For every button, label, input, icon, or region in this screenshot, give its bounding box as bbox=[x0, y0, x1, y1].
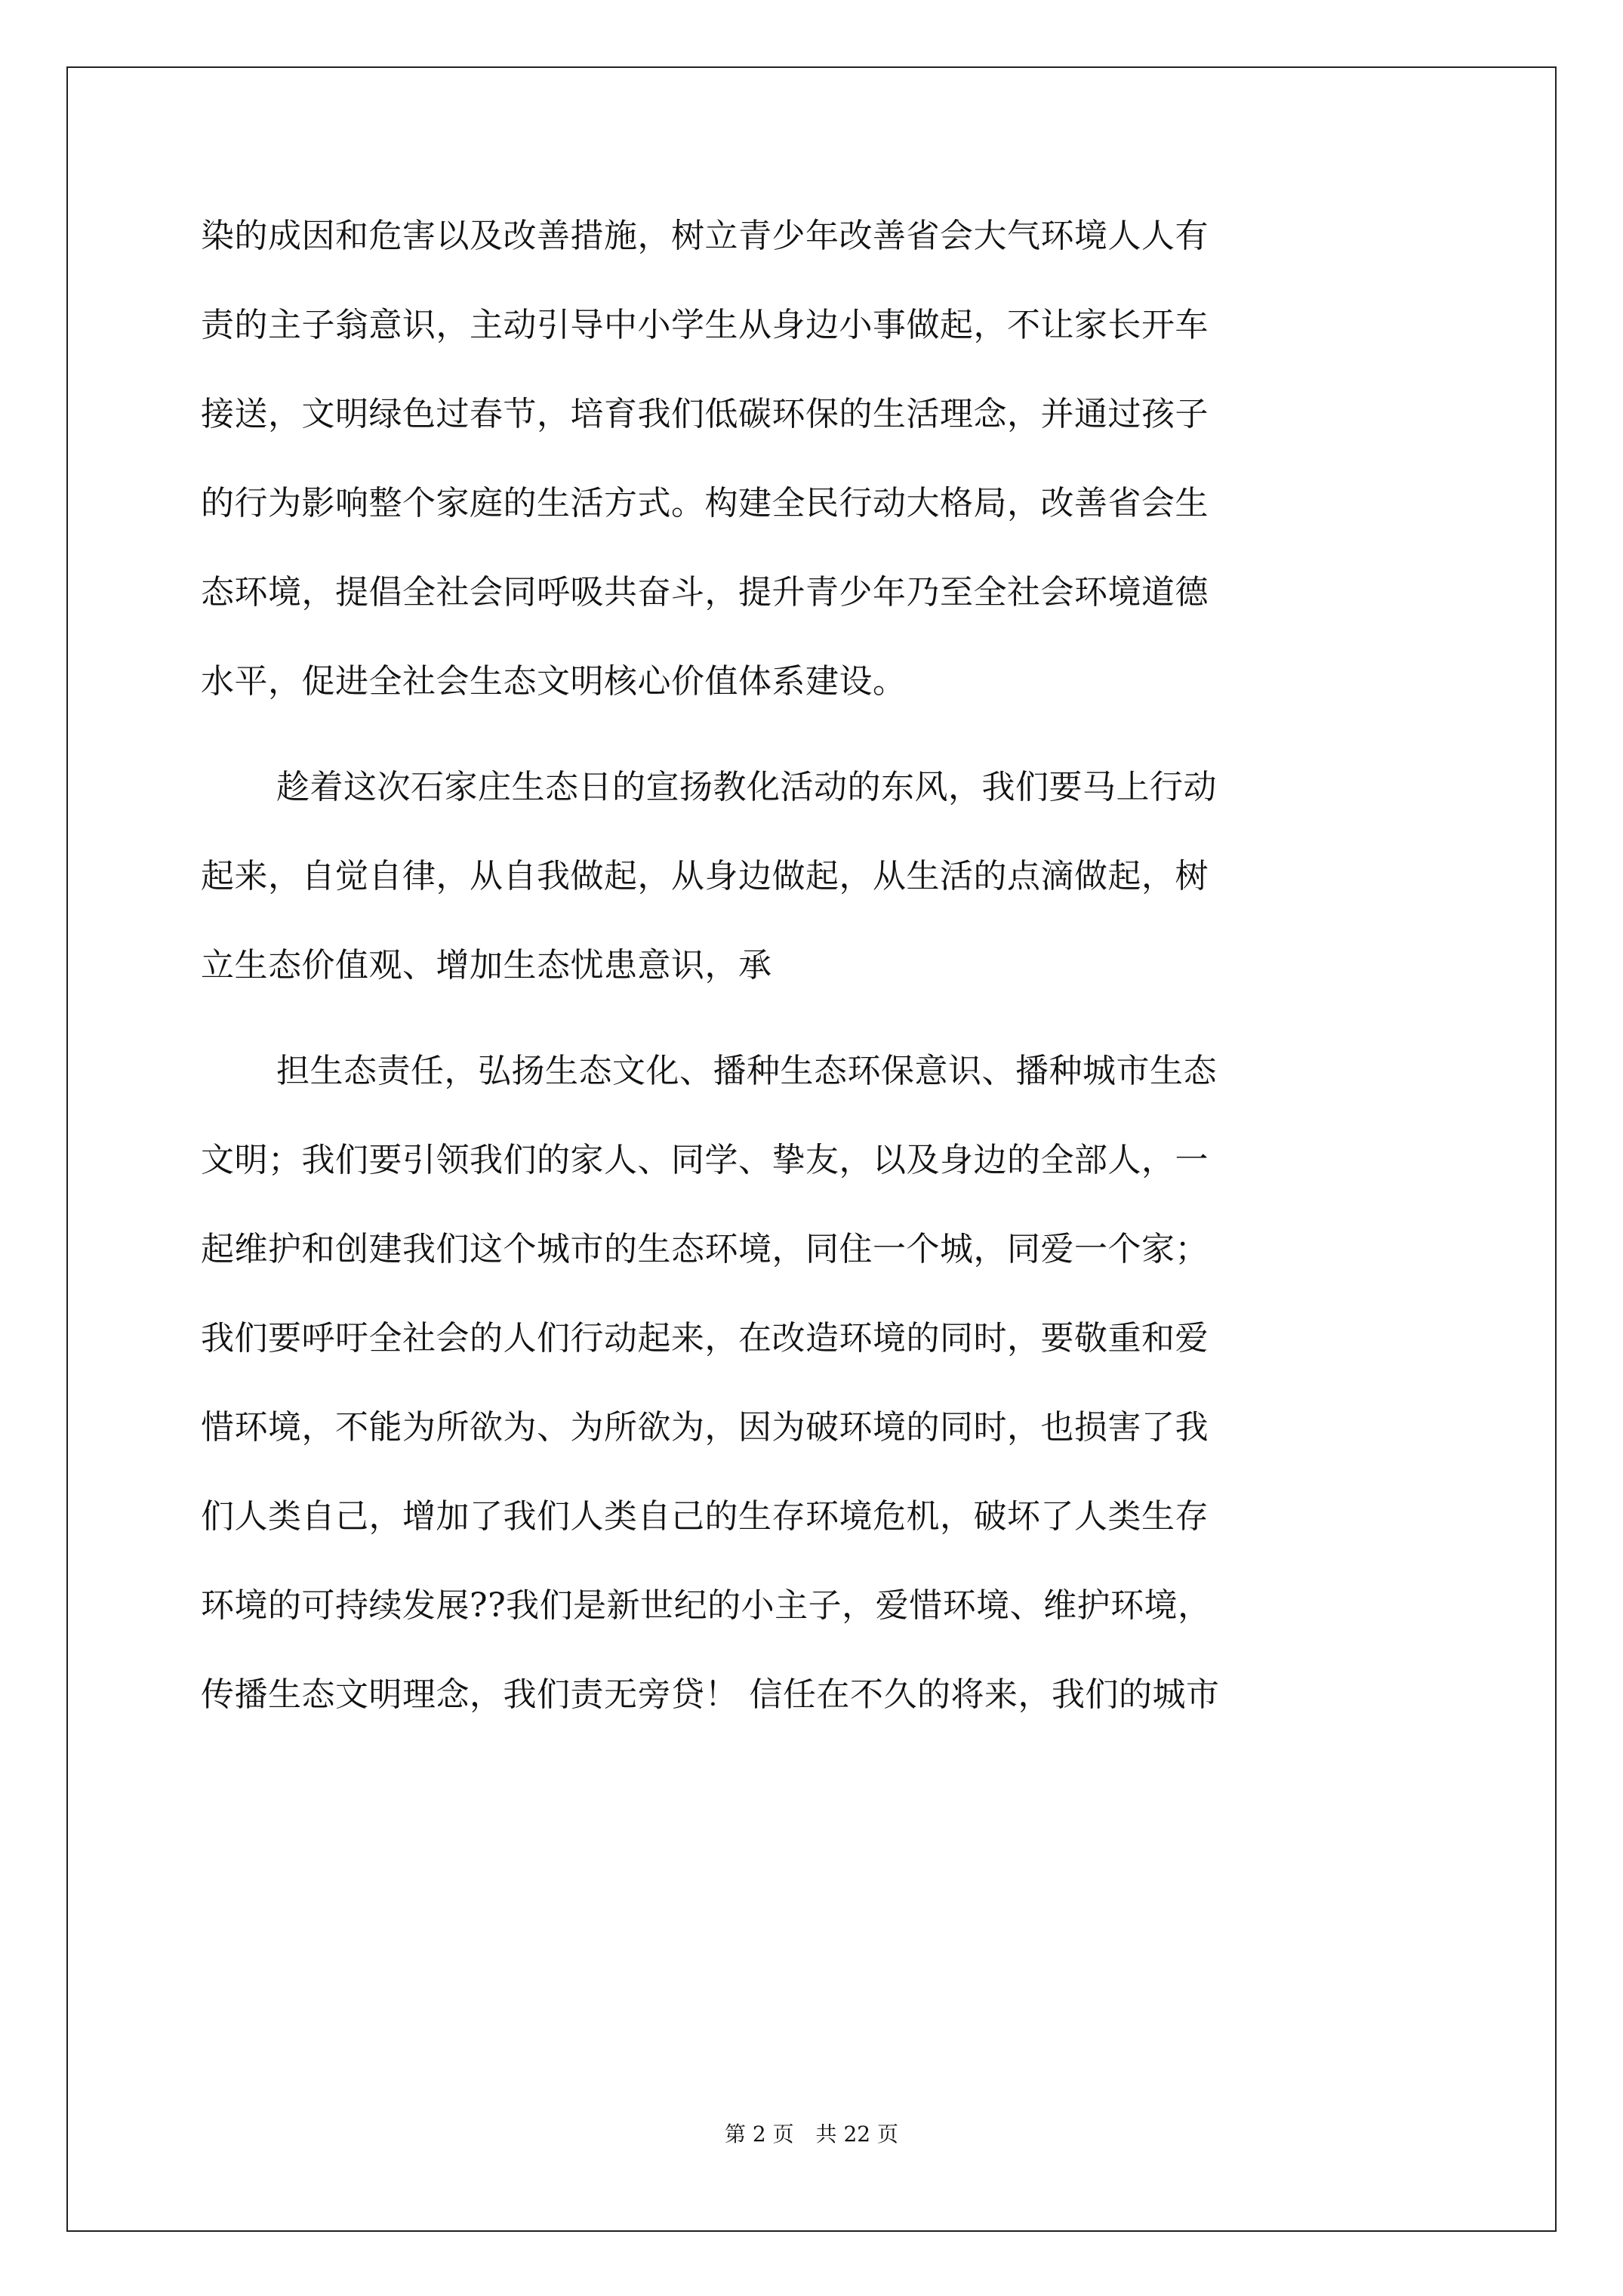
paragraph-gap bbox=[201, 750, 1439, 766]
text-line: 起来，自觉自律，从自我做起，从身边做起，从生活的点滴做起，树 bbox=[201, 857, 1209, 895]
text-line: 染的成因和危害以及改善措施，树立青少年改善省会大气环境人人有 bbox=[201, 217, 1209, 255]
text-line: 态环境，提倡全社会同呼吸共奋斗，提升青少年乃至全社会环境道德 bbox=[201, 573, 1209, 612]
page-footer bbox=[0, 2122, 1623, 2147]
text-line: 担生态责任，弘扬生态文化、播种生态环保意识、播种城市生态 bbox=[276, 1052, 1217, 1090]
text-line: 惜环境，不能为所欲为、为所欲为，因为破环境的同时，也损害了我 bbox=[201, 1408, 1209, 1447]
page-total: 共 22 页 bbox=[815, 2122, 898, 2147]
page-number: 第 2 页 bbox=[725, 2122, 794, 2147]
paragraph bbox=[201, 766, 1439, 1034]
paragraph bbox=[201, 1050, 1439, 1763]
text-line: 水平，促进全社会生态文明核心价值体系建设。 bbox=[201, 662, 907, 701]
document-body bbox=[201, 215, 1439, 1763]
paragraph-gap bbox=[201, 1034, 1439, 1050]
text-line: 我们要呼吁全社会的人们行动起来，在改造环境的同时，要敬重和爱 bbox=[201, 1319, 1209, 1358]
text-line: 的行为影响整个家庭的生活方式。构建全民行动大格局，改善省会生 bbox=[201, 484, 1209, 522]
text-line: 责的主子翁意识，主动引导中小学生从身边小事做起，不让家长开车 bbox=[201, 306, 1209, 344]
paragraph bbox=[201, 215, 1439, 750]
text-line: 传播生态文明理念，我们责无旁贷！ 信任在不久的将来，我们的城市 bbox=[201, 1675, 1220, 1714]
text-line: 趁着这次石家庄生态日的宣扬教化活动的东风，我们要马上行动 bbox=[276, 768, 1217, 806]
text-line: 起维护和创建我们这个城市的生态环境，同住一个城，同爱一个家； bbox=[201, 1230, 1209, 1268]
text-line: 接送，文明绿色过春节，培育我们低碳环保的生活理念，并通过孩子 bbox=[201, 395, 1209, 433]
text-line: 们人类自己，增加了我们人类自己的生存环境危机，破坏了人类生存 bbox=[201, 1497, 1209, 1536]
text-line: 环境的可持续发展??我们是新世纪的小主子，爱惜环境、维护环境， bbox=[201, 1586, 1212, 1625]
text-line: 立生态价值观、增加生态忧患意识，承 bbox=[201, 946, 772, 985]
text-line: 文明；我们要引领我们的家人、同学、挚友，以及身边的全部人，一 bbox=[201, 1141, 1209, 1179]
